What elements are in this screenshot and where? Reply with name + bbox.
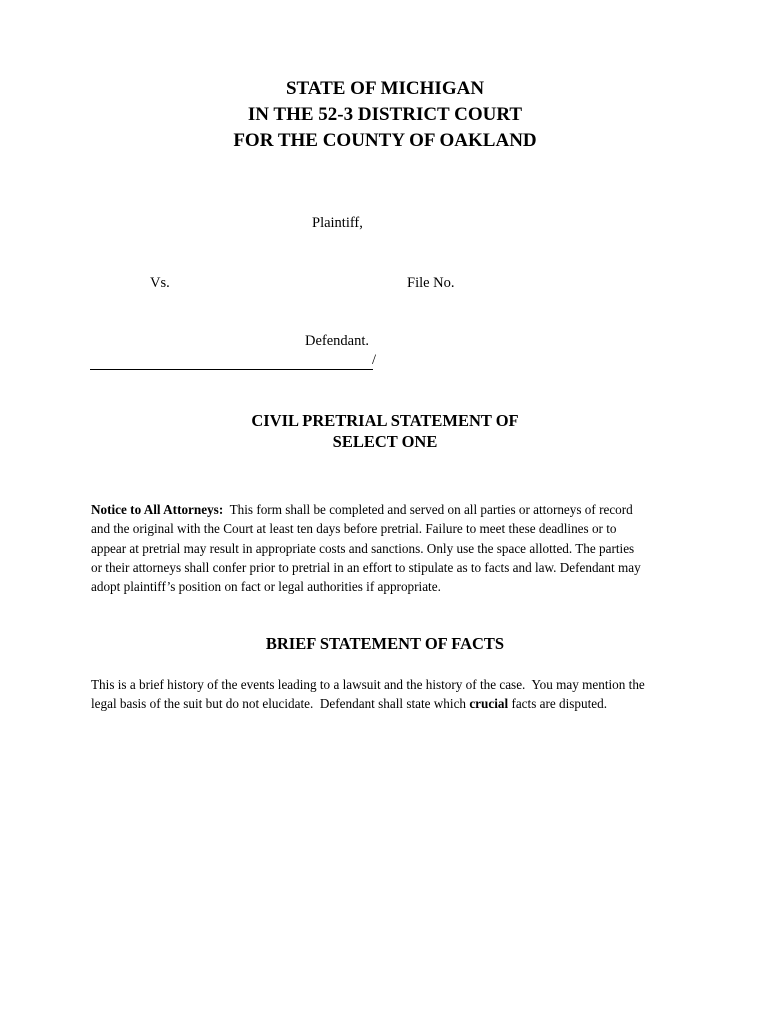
facts-paragraph xyxy=(91,675,691,714)
plaintiff-label: Plaintiff, xyxy=(312,215,363,231)
defendant-label: Defendant. xyxy=(305,333,370,349)
court-name: IN THE 52-3 DISTRICT COURT xyxy=(247,104,523,125)
notice-label: Notice to All Attorneys: xyxy=(91,502,224,517)
document-title xyxy=(0,410,770,452)
document-title-line1: CIVIL PRETRIAL STATEMENT OF xyxy=(251,411,519,430)
document-title-select: SELECT ONE xyxy=(332,432,438,451)
notice-line-4: or their attorneys shall confer prior to pretrial in an effort to stipulate as to facts and law. Defendant may xyxy=(91,559,641,575)
facts-line-2 xyxy=(91,694,691,713)
notice-line-1-text: This form shall be completed and served on all parties or attorneys of record xyxy=(223,502,633,517)
facts-line-1: This is a brief history of the events leading to a lawsuit and the history of the case. You may mention the xyxy=(91,677,645,692)
versus-label: Vs. xyxy=(150,275,170,291)
notice-line-1 xyxy=(91,500,691,519)
notice-line-3: appear at pretrial may result in appropriate costs and sanctions. Only use the space allotted. The parties xyxy=(91,540,635,556)
file-number-label: File No. xyxy=(407,275,455,291)
notice-line-2: and the original with the Court at least ten days before pretrial. Failure to meet these deadlines or to xyxy=(91,521,617,537)
court-state: STATE OF MICHIGAN xyxy=(285,78,485,99)
court-header xyxy=(0,76,770,154)
facts-crucial-word: crucial xyxy=(469,696,509,712)
notice-line-5: adopt plaintiff’s position on fact or legal authorities if appropriate. xyxy=(91,579,441,595)
caption-slash: / xyxy=(372,352,377,368)
facts-line-2-text: legal basis of the suit but do not elucidate. Defendant shall state which xyxy=(91,696,470,712)
facts-heading: BRIEF STATEMENT OF FACTS xyxy=(265,634,505,653)
notice-paragraph xyxy=(91,500,691,596)
court-county: FOR THE COUNTY OF OAKLAND xyxy=(233,130,537,151)
facts-line-2-end: facts are disputed. xyxy=(508,696,608,712)
caption-divider-line xyxy=(90,369,373,370)
